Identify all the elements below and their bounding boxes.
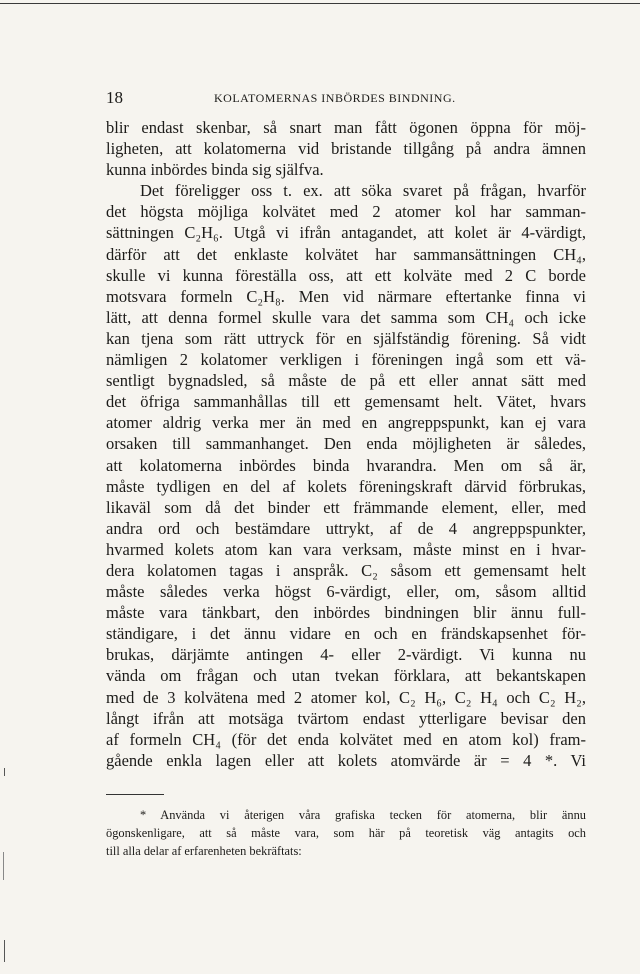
top-border-line bbox=[0, 3, 640, 4]
margin-scan-mark bbox=[3, 852, 4, 880]
text-line: kunna inbördes binda sig själfva. bbox=[106, 160, 324, 180]
text-line: orsaken till sammanhanget. Den enda möjligheten är således, bbox=[106, 434, 586, 454]
text-line: gående enkla lagen eller att kolets atomvärde är = 4 *. Vi bbox=[106, 750, 586, 770]
text-line: atomer aldrig verka mer än med en angreppspunkt, kan ej vara bbox=[106, 413, 586, 433]
margin-scan-mark bbox=[4, 940, 5, 962]
text-line: af formeln CH₄ (för det enda kolvätet med en atom kol) fram- bbox=[106, 729, 586, 749]
text-line: Det föreligger oss t. ex. att söka svaret på frågan, hvarför bbox=[140, 181, 586, 201]
footnote-separator bbox=[106, 794, 164, 795]
text-line: därför att det enklaste kolvätet har sammansättningen CH₄, bbox=[106, 244, 586, 264]
body-text bbox=[106, 117, 586, 771]
text-line: motsvara formeln C₂H₈. Men vid närmare eftertanke finna vi bbox=[106, 286, 586, 306]
text-line: brukas, därjämte antingen 4- eller 2-värdigt. Vi kunna nu bbox=[106, 645, 586, 665]
running-title: KOLATOMERNAS INBÖRDES BINDNING. bbox=[214, 91, 456, 105]
text-line: skulle vi kunna föreställa oss, att ett kolväte med 2 C borde bbox=[106, 265, 586, 285]
text-line: att kolatomerna inbördes binda hvarandra. Men om så är, bbox=[106, 455, 586, 475]
text-line: det öfriga sammanhållas till ett gemensamt helt. Vätet, hvars bbox=[106, 392, 586, 412]
text-line: lätt, att denna formel skulle vara det samma som CH₄ och icke bbox=[106, 307, 586, 327]
footnote-line: * Använda vi återigen våra grafiska tecken för atomerna, blir ännu bbox=[140, 808, 586, 822]
text-line: dera kolatomen tagas i anspråk. C₂ såsom ett gemensamt helt bbox=[106, 560, 586, 580]
text-line: nämligen 2 kolatomer verkligen i föreningen ingå som ett vä- bbox=[106, 350, 586, 370]
text-line: måste tydligen en del af kolets föreningskraft därvid förbrukas, bbox=[106, 476, 586, 496]
text-line: sättningen C₂H₆. Utgå vi ifrån antagandet, att kolet är 4-värdigt, bbox=[106, 223, 586, 243]
text-line: vända om frågan och utan tvekan förklara, att bekantskapen bbox=[106, 666, 586, 686]
text-line: likaväl som då det binder ett främmande element, eller, med bbox=[106, 497, 586, 517]
text-line: måste vara tänkbart, den inbördes bindningen blir ännu full- bbox=[106, 603, 586, 623]
text-line: sentligt bygnadsled, så måste de på ett eller annat sätt med bbox=[106, 371, 586, 391]
text-line: ligheten, att kolatomerna vid bristande tillgång på andra ämnen bbox=[106, 139, 586, 159]
text-line: med de 3 kolvätena med 2 atomer kol, C₂ H₆, C₂ H₄ och C₂ H₂, bbox=[106, 687, 586, 707]
text-line: blir endast skenbar, så snart man fått ögonen öppna för möj- bbox=[106, 118, 586, 137]
footnote-line: till alla delar af erfarenheten bekräftats: bbox=[106, 844, 302, 858]
text-line: ständigare, i det ännu vidare en och en frändskapsenhet för- bbox=[106, 624, 586, 644]
margin-scan-mark bbox=[4, 768, 5, 776]
text-line: kan tjena som rätt uttryck för en själfständig förening. Så vidt bbox=[106, 328, 586, 348]
text-line: hvarmed kolets atom kan vara verksam, måste minst en i hvar- bbox=[106, 539, 586, 559]
text-line: måste således verka högst 6-värdigt, eller, om, såsom alltid bbox=[106, 582, 586, 602]
text-line: det högsta möjliga kolvätet med 2 atomer kol har samman- bbox=[106, 202, 586, 222]
page-header bbox=[106, 88, 586, 108]
footnote bbox=[106, 806, 586, 860]
page-number: 18 bbox=[106, 88, 123, 107]
footnote-line: ögonskenligare, att så måste vara, som här på teoretisk väg antagits och bbox=[106, 826, 586, 840]
text-line: långt ifrån att motsäga tvärtom endast ytterligare bevisar den bbox=[106, 708, 586, 728]
text-line: andra ord och bestämdare uttrykt, af de 4 angreppspunkter, bbox=[106, 518, 586, 538]
